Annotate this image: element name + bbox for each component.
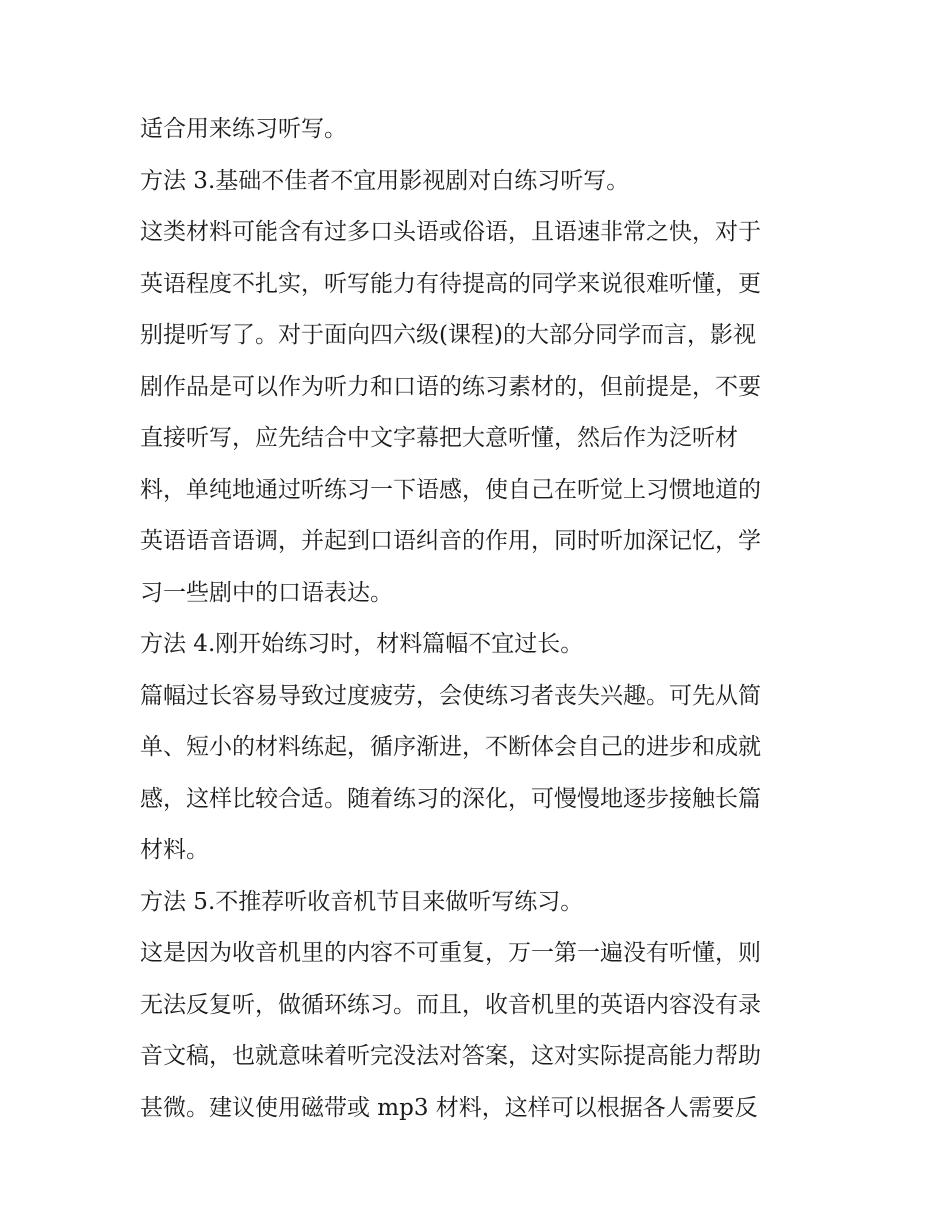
text-line: 习一些剧中的口语表达。 [140, 579, 393, 606]
text-line: 篇幅过长容易导致过度疲劳，会使练习者丧失兴趣。可先从简 [140, 682, 761, 709]
method-5-heading: 方法 5.不推荐听收音机节目来做听写练习。 [140, 888, 584, 915]
text-line: 英语程度不扎实，听写能力有待提高的同学来说很难听懂，更 [140, 270, 761, 297]
text-line: 料，单纯地通过听练习一下语感，使自己在听觉上习惯地道的 [140, 476, 761, 503]
text-line: 适合用来练习听写。 [140, 116, 347, 142]
document-body [140, 104, 820, 1134]
method-3-heading: 方法 3.基础不佳者不宜用影视剧对白练习听写。 [140, 167, 630, 194]
text-line: 甚微。建议使用磁带或 mp3 材料，这样可以根据各人需要反 [140, 1094, 758, 1121]
text-line: 剧作品是可以作为听力和口语的练习素材的，但前提是，不要 [140, 373, 761, 400]
text-line: 直接听写，应先结合中文字幕把大意听懂，然后作为泛听材 [140, 425, 738, 451]
text-line: 别提听写了。对于面向四六级(课程)的大部分同学而言，影视 [140, 322, 756, 348]
text-line: 这类材料可能含有过多口头语或俗语，且语速非常之快，对于 [140, 219, 761, 245]
method-4-heading: 方法 4.刚开始练习时，材料篇幅不宜过长。 [140, 631, 584, 657]
text-line: 感，这样比较合适。随着练习的深化，可慢慢地逐步接触长篇 [140, 785, 761, 812]
text-line: 音文稿，也就意味着听完没法对答案，这对实际提高能力帮助 [140, 1043, 761, 1069]
text-line: 这是因为收音机里的内容不可重复，万一第一遍没有听懂，则 [140, 940, 761, 966]
text-line: 材料。 [140, 837, 209, 863]
text-line: 单、短小的材料练起，循序渐进，不断体会自己的进步和成就 [140, 734, 761, 760]
text-line: 无法反复听，做循环练习。而且，收音机里的英语内容没有录 [140, 991, 761, 1018]
text-line: 英语语音语调，并起到口语纠音的作用，同时听加深记忆，学 [140, 528, 761, 554]
